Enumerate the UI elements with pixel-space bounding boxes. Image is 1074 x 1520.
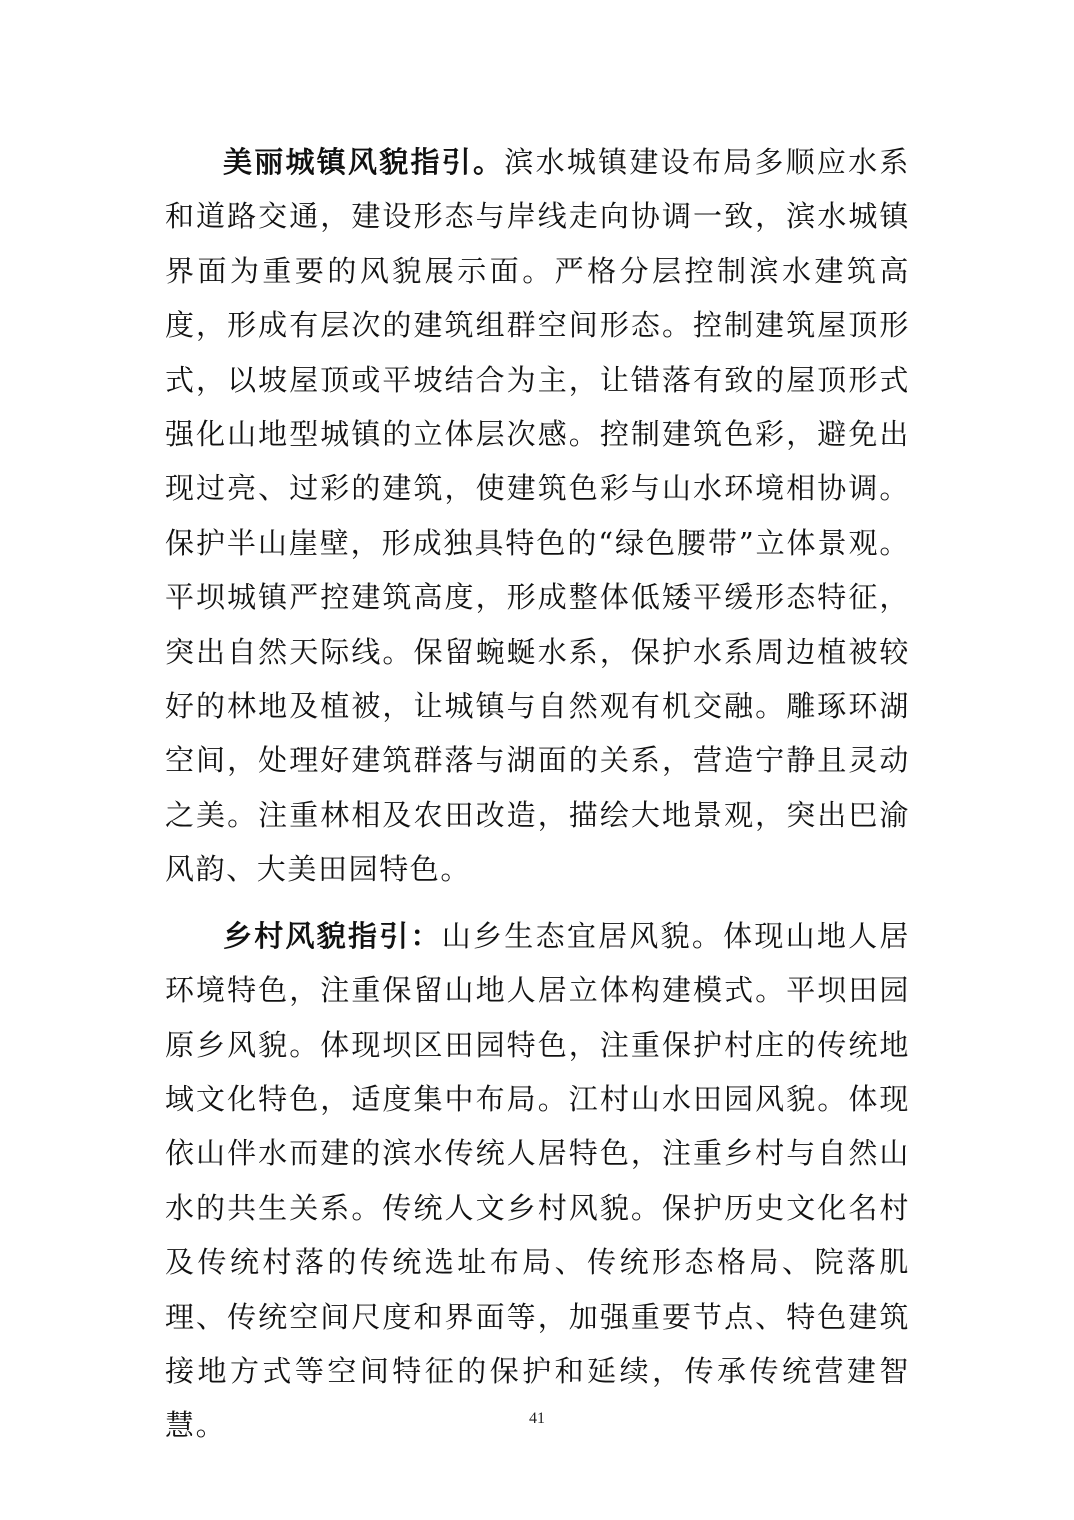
paragraph-body: 滨水城镇建设布局多顺应水系和道路交通，建设形态与岸线走向协调一致，滨水城镇界面为重要的风貌展示面。严格分层控制滨水建筑高度，形成有层次的建筑组群空间形态。控制建筑屋顶形式，以坡屋顶或平坡结合为主，让错落有致的屋顶形式强化山地型城镇的立体层次感。控制建筑色彩，避免出现过亮、过彩的建筑，使建筑色彩与山水环境相协调。保护半山崖壁，形成独具特色的“绿色腰带”立体景观。平坝城镇严控建筑高度，形成整体低矮平缓形态特征，突出自然天际线。保留蜿蜒水系，保护水系周边植被较好的林地及植被，让城镇与自然观有机交融。雕琢环湖空间，处理好建筑群落与湖面的关系，营造宁静且灵动之美。注重林相及农田改造，描绘大地景观，突出巴渝风韵、大美田园特色。 [165,145,910,887]
page-number: 41 [529,1410,545,1427]
paragraph-heading: 美丽城镇风貌指引。 [223,145,505,179]
paragraph-body: 山乡生态宜居风貌。体现山地人居环境特色，注重保留山地人居立体构建模式。平坝田园原乡风貌。体现坝区田园特色，注重保护村庄的传统地域文化特色，适度集中布局。江村山水田园风貌。体现依山伴水而建的滨水传统人居特色，注重乡村与自然山水的共生关系。传统人文乡村风貌。保护历史文化名村及传统村落的传统选址布局、传统形态格局、院落肌理、传统空间尺度和界面等，加强重要节点、特色建筑接地方式等空间特征的保护和延续，传承传统营建智慧。 [165,918,910,1443]
paragraph-town-guideline [165,135,910,897]
body-text [165,135,910,1465]
paragraph-village-guideline [165,909,910,1453]
paragraph-heading: 乡村风貌指引： [223,918,442,953]
